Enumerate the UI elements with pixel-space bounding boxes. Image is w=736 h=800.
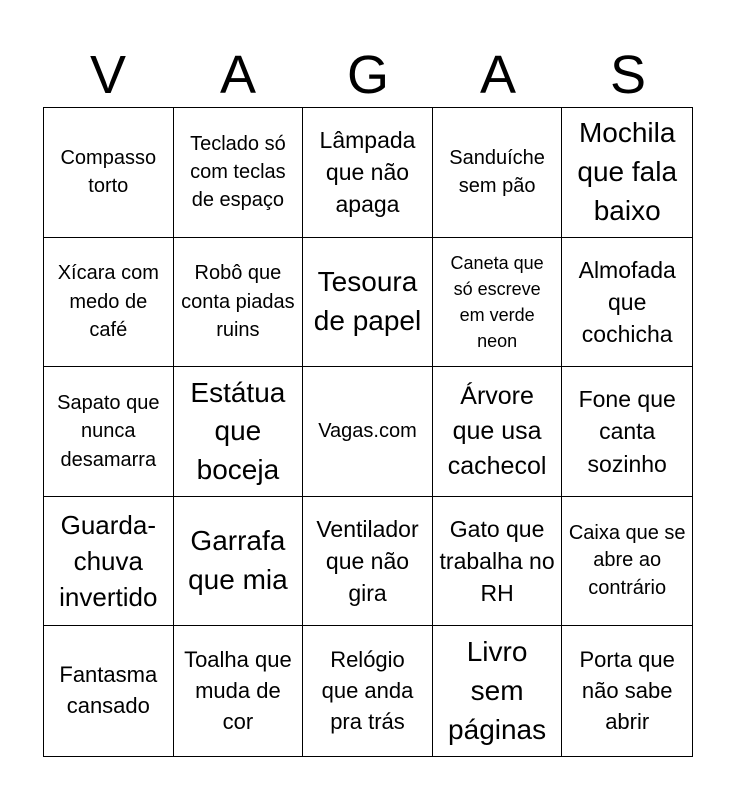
header-letter: A <box>219 45 257 105</box>
bingo-cell[interactable]: Compasso torto <box>44 108 174 238</box>
bingo-cell[interactable]: Porta que não sabe abrir <box>579 647 675 734</box>
bingo-cell[interactable]: Ventilador que não gira <box>303 497 433 627</box>
header-letter: G <box>346 45 389 105</box>
bingo-cell[interactable]: Teclado só com teclas de espaço <box>174 108 304 238</box>
header-letter: V <box>89 45 127 105</box>
bingo-header <box>43 44 693 106</box>
header-letter: A <box>479 45 517 105</box>
bingo-cell[interactable]: Livro sem páginas <box>433 626 563 756</box>
bingo-cell[interactable]: Sanduíche sem pão <box>433 108 563 238</box>
bingo-board <box>43 107 693 757</box>
bingo-cell[interactable]: Robô que conta piadas ruins <box>174 238 304 368</box>
bingo-cell[interactable]: Mochila que fala baixo <box>562 108 692 238</box>
bingo-cell[interactable]: Árvore que usa cachecol <box>433 367 563 497</box>
bingo-cell[interactable]: Caixa que se abre ao contrário <box>562 497 692 627</box>
free-space-cell[interactable]: Vagas.com <box>303 367 433 497</box>
bingo-cell[interactable]: Garrafa que mia <box>174 497 304 627</box>
bingo-cell[interactable]: Gato que trabalha no RH <box>433 497 563 627</box>
bingo-cell[interactable]: Xícara com medo de café <box>44 238 174 368</box>
header-letter: S <box>609 45 647 105</box>
bingo-cell[interactable]: Estátua que boceja <box>174 367 304 497</box>
bingo-cell[interactable]: Caneta que só escreve em verde neon <box>433 238 563 368</box>
bingo-cell[interactable]: Tesoura de papel <box>303 238 433 368</box>
bingo-cell[interactable]: Lâmpada que não apaga <box>303 108 433 238</box>
bingo-cell[interactable]: Fantasma cansado <box>44 626 174 756</box>
bingo-cell[interactable]: Relógio que anda pra trás <box>303 626 433 756</box>
bingo-cell[interactable]: Toalha que muda de cor <box>174 626 304 756</box>
bingo-cell[interactable]: Sapato que nunca desamarra <box>44 367 174 497</box>
bingo-cell[interactable]: Guarda-chuva invertido <box>44 497 174 627</box>
bingo-cell[interactable]: Almofada que cochicha <box>562 238 692 368</box>
bingo-cell[interactable]: Fone que canta sozinho <box>562 367 692 497</box>
